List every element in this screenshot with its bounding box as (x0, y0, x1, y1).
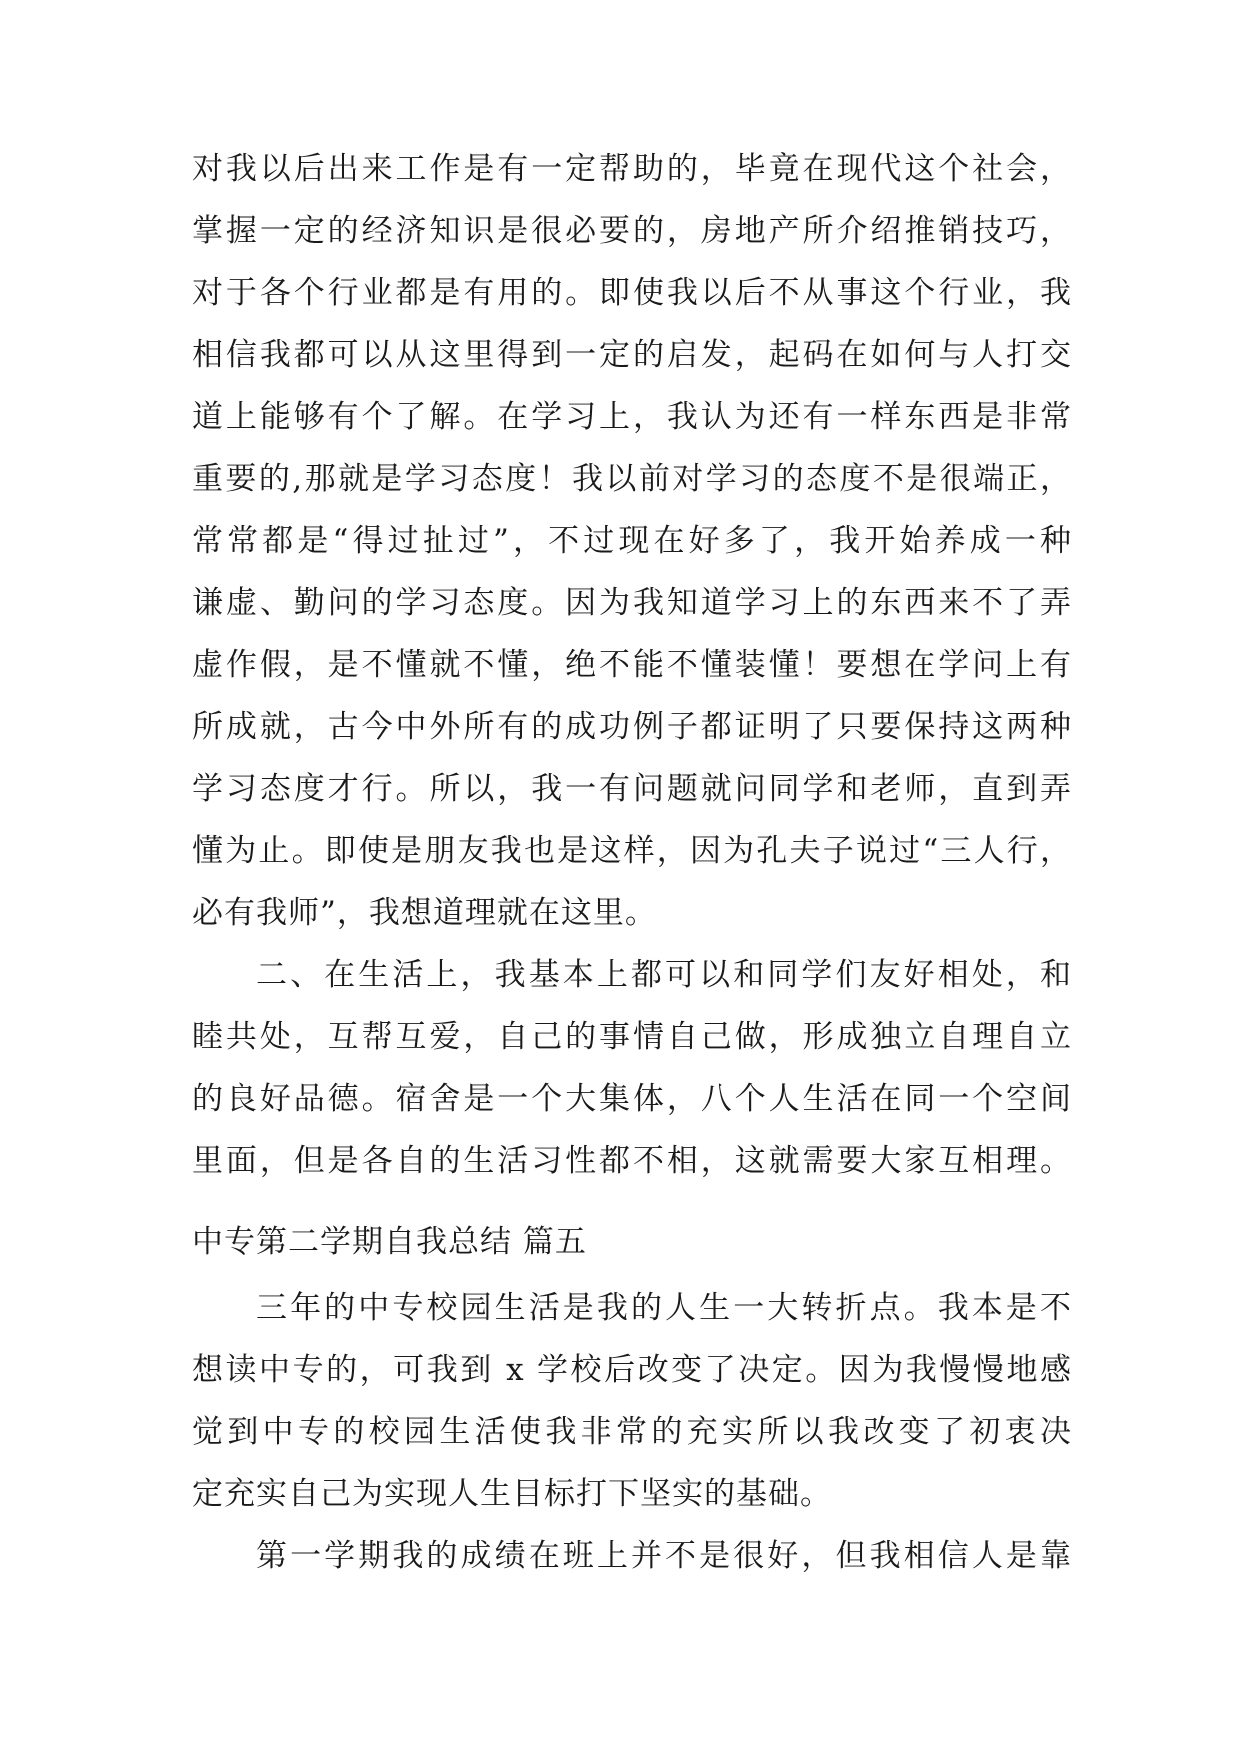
paragraph-line: 二、在生活上，我基本上都可以和同学们友好相处，和 (256, 957, 1072, 993)
paragraph-line: 道上能够有个了解。在学习上，我认为还有一样东西是非常 (192, 399, 1072, 435)
paragraph-line: 对于各个行业都是有用的。即使我以后不从事这个行业，我 (192, 275, 1072, 311)
paragraph-line: 掌握一定的经济知识是很必要的，房地产所介绍推销技巧， (192, 213, 1072, 249)
paragraph-line: 重要的,那就是学习态度！我以前对学习的态度不是很端正， (192, 461, 1072, 497)
paragraph-line: 所成就，古今中外所有的成功例子都证明了只要保持这两种 (192, 709, 1072, 745)
paragraph-line: 相信我都可以从这里得到一定的启发，起码在如何与人打交 (192, 337, 1072, 373)
paragraph-line: 对我以后出来工作是有一定帮助的，毕竟在现代这个社会， (192, 151, 1072, 187)
paragraph-line: 里面，但是各自的生活习性都不相，这就需要大家互相理。 (192, 1143, 1072, 1179)
section-heading: 中专第二学期自我总结 篇五 (192, 1224, 587, 1260)
paragraph-line: 第一学期我的成绩在班上并不是很好，但我相信人是靠 (256, 1538, 1072, 1574)
paragraph-line: 定充实自己为实现人生目标打下坚实的基础。 (192, 1476, 832, 1512)
paragraph-line: 学习态度才行。所以，我一有问题就问同学和老师，直到弄 (192, 771, 1072, 807)
paragraph-line: 虚作假，是不懂就不懂，绝不能不懂装懂！要想在学问上有 (192, 647, 1072, 683)
paragraph-line: 想读中专的，可我到 x 学校后改变了决定。因为我慢慢地感 (192, 1352, 1072, 1388)
paragraph-line: 的良好品德。宿舍是一个大集体，八个人生活在同一个空间 (192, 1081, 1072, 1117)
paragraph-line: 必有我师”，我想道理就在这里。 (192, 895, 657, 931)
paragraph-line: 懂为止。即使是朋友我也是这样，因为孔夫子说过“三人行， (192, 833, 1072, 869)
paragraph-line: 觉到中专的校园生活使我非常的充实所以我改变了初衷决 (192, 1414, 1072, 1450)
paragraph-line: 睦共处，互帮互爱，自己的事情自己做，形成独立自理自立 (192, 1019, 1072, 1055)
paragraph-line: 常常都是“得过扯过”，不过现在好多了，我开始养成一种 (192, 523, 1072, 559)
paragraph-line: 谦虚、勤问的学习态度。因为我知道学习上的东西来不了弄 (192, 585, 1072, 621)
paragraph-line: 三年的中专校园生活是我的人生一大转折点。我本是不 (256, 1290, 1072, 1326)
